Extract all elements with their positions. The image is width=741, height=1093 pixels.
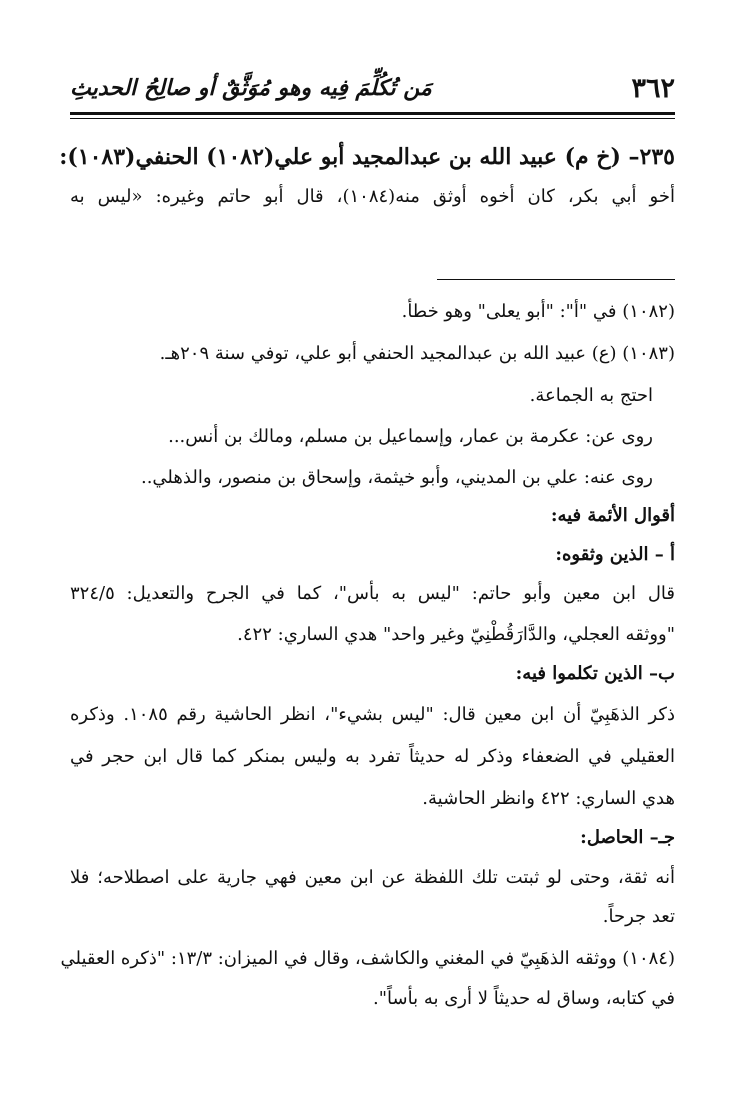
footnote-1082: (١٠٨٢) في "أ": "أبو يعلى" وهو خطأ. xyxy=(401,301,675,322)
header-rule-thin xyxy=(70,118,675,119)
section-b-line-3: هدي الساري: ٤٢٢ وانظر الحاشية. xyxy=(422,788,675,809)
aqwal-heading: أقوال الأئمة فيه: xyxy=(550,505,675,526)
header-rule-thick xyxy=(70,112,675,115)
section-j-line-2: تعد جرحاً. xyxy=(602,906,675,927)
entry-heading: ٢٣٥– (خ م) عبيد الله بن عبدالمجيد أبو علي(١٠٨٢) الحنفي(١٠٨٣): xyxy=(59,144,675,170)
footnote-rawa-anhu: روى عنه: علي بن المديني، وأبو خيثمة، وإسحاق بن منصور، والذهلي.. xyxy=(140,467,653,488)
footnote-ihtajja: احتج به الجماعة. xyxy=(529,385,653,406)
section-b-heading: ب– الذين تكلموا فيه: xyxy=(515,663,675,684)
section-b-line-1: ذكر الذهَبِيّ أن ابن معين قال: "ليس بشيء"، انظر الحاشية رقم ١٠٨٥. وذكره xyxy=(70,704,675,725)
footnote-rawa-an: روى عن: عكرمة بن عمار، وإسماعيل بن مسلم، ومالك بن أنس... xyxy=(168,426,653,447)
section-j-heading: جـ– الحاصل: xyxy=(580,827,675,848)
footnote-separator xyxy=(437,279,675,280)
running-title: مَن تُكُلِّمَ فِيه وهو مُوَثَّقٌ أو صالِحُ الحديثِ xyxy=(70,75,432,101)
entry-text: أخو أبي بكر، كان أخوه أوثق منه(١٠٨٤)، قال أبو حاتم وغيره: «ليس به xyxy=(70,186,675,207)
footnote-1083: (١٠٨٣) (ع) عبيد الله بن عبدالمجيد الحنفي أبو علي، توفي سنة ٢٠٩هـ. xyxy=(159,343,675,364)
running-header xyxy=(70,68,675,108)
footnote-1084-line-1: (١٠٨٤) ووثقه الذهَبِيّ في المغني والكاشف، وقال في الميزان: ١٣/٣: "ذكره العقيلي xyxy=(60,948,675,969)
section-b-line-2: العقيلي في الضعفاء وذكر له حديثاً تفرد به وليس بمنكر كما قال ابن حجر في xyxy=(70,746,675,767)
footnote-1084-line-2: في كتابه، وساق له حديثاً لا أرى به بأساً". xyxy=(373,988,675,1009)
section-a-heading: أ – الذين وثقوه: xyxy=(555,544,675,565)
section-a-line-2: "ووثقه العجلي، والدَّارَقُطْنِيّ وغير واحد" هدي الساري: ٤٢٢. xyxy=(237,624,675,645)
section-a-line-1: قال ابن معين وأبو حاتم: "ليس به بأس"، كما في الجرح والتعديل: ٣٢٤/٥ xyxy=(70,583,675,604)
section-j-line-1: أنه ثقة، وحتى لو ثبتت تلك اللفظة عن ابن معين فهي جارية على اصطلاحه؛ فلا xyxy=(70,867,675,888)
page-number: ٣٦٢ xyxy=(631,72,675,104)
